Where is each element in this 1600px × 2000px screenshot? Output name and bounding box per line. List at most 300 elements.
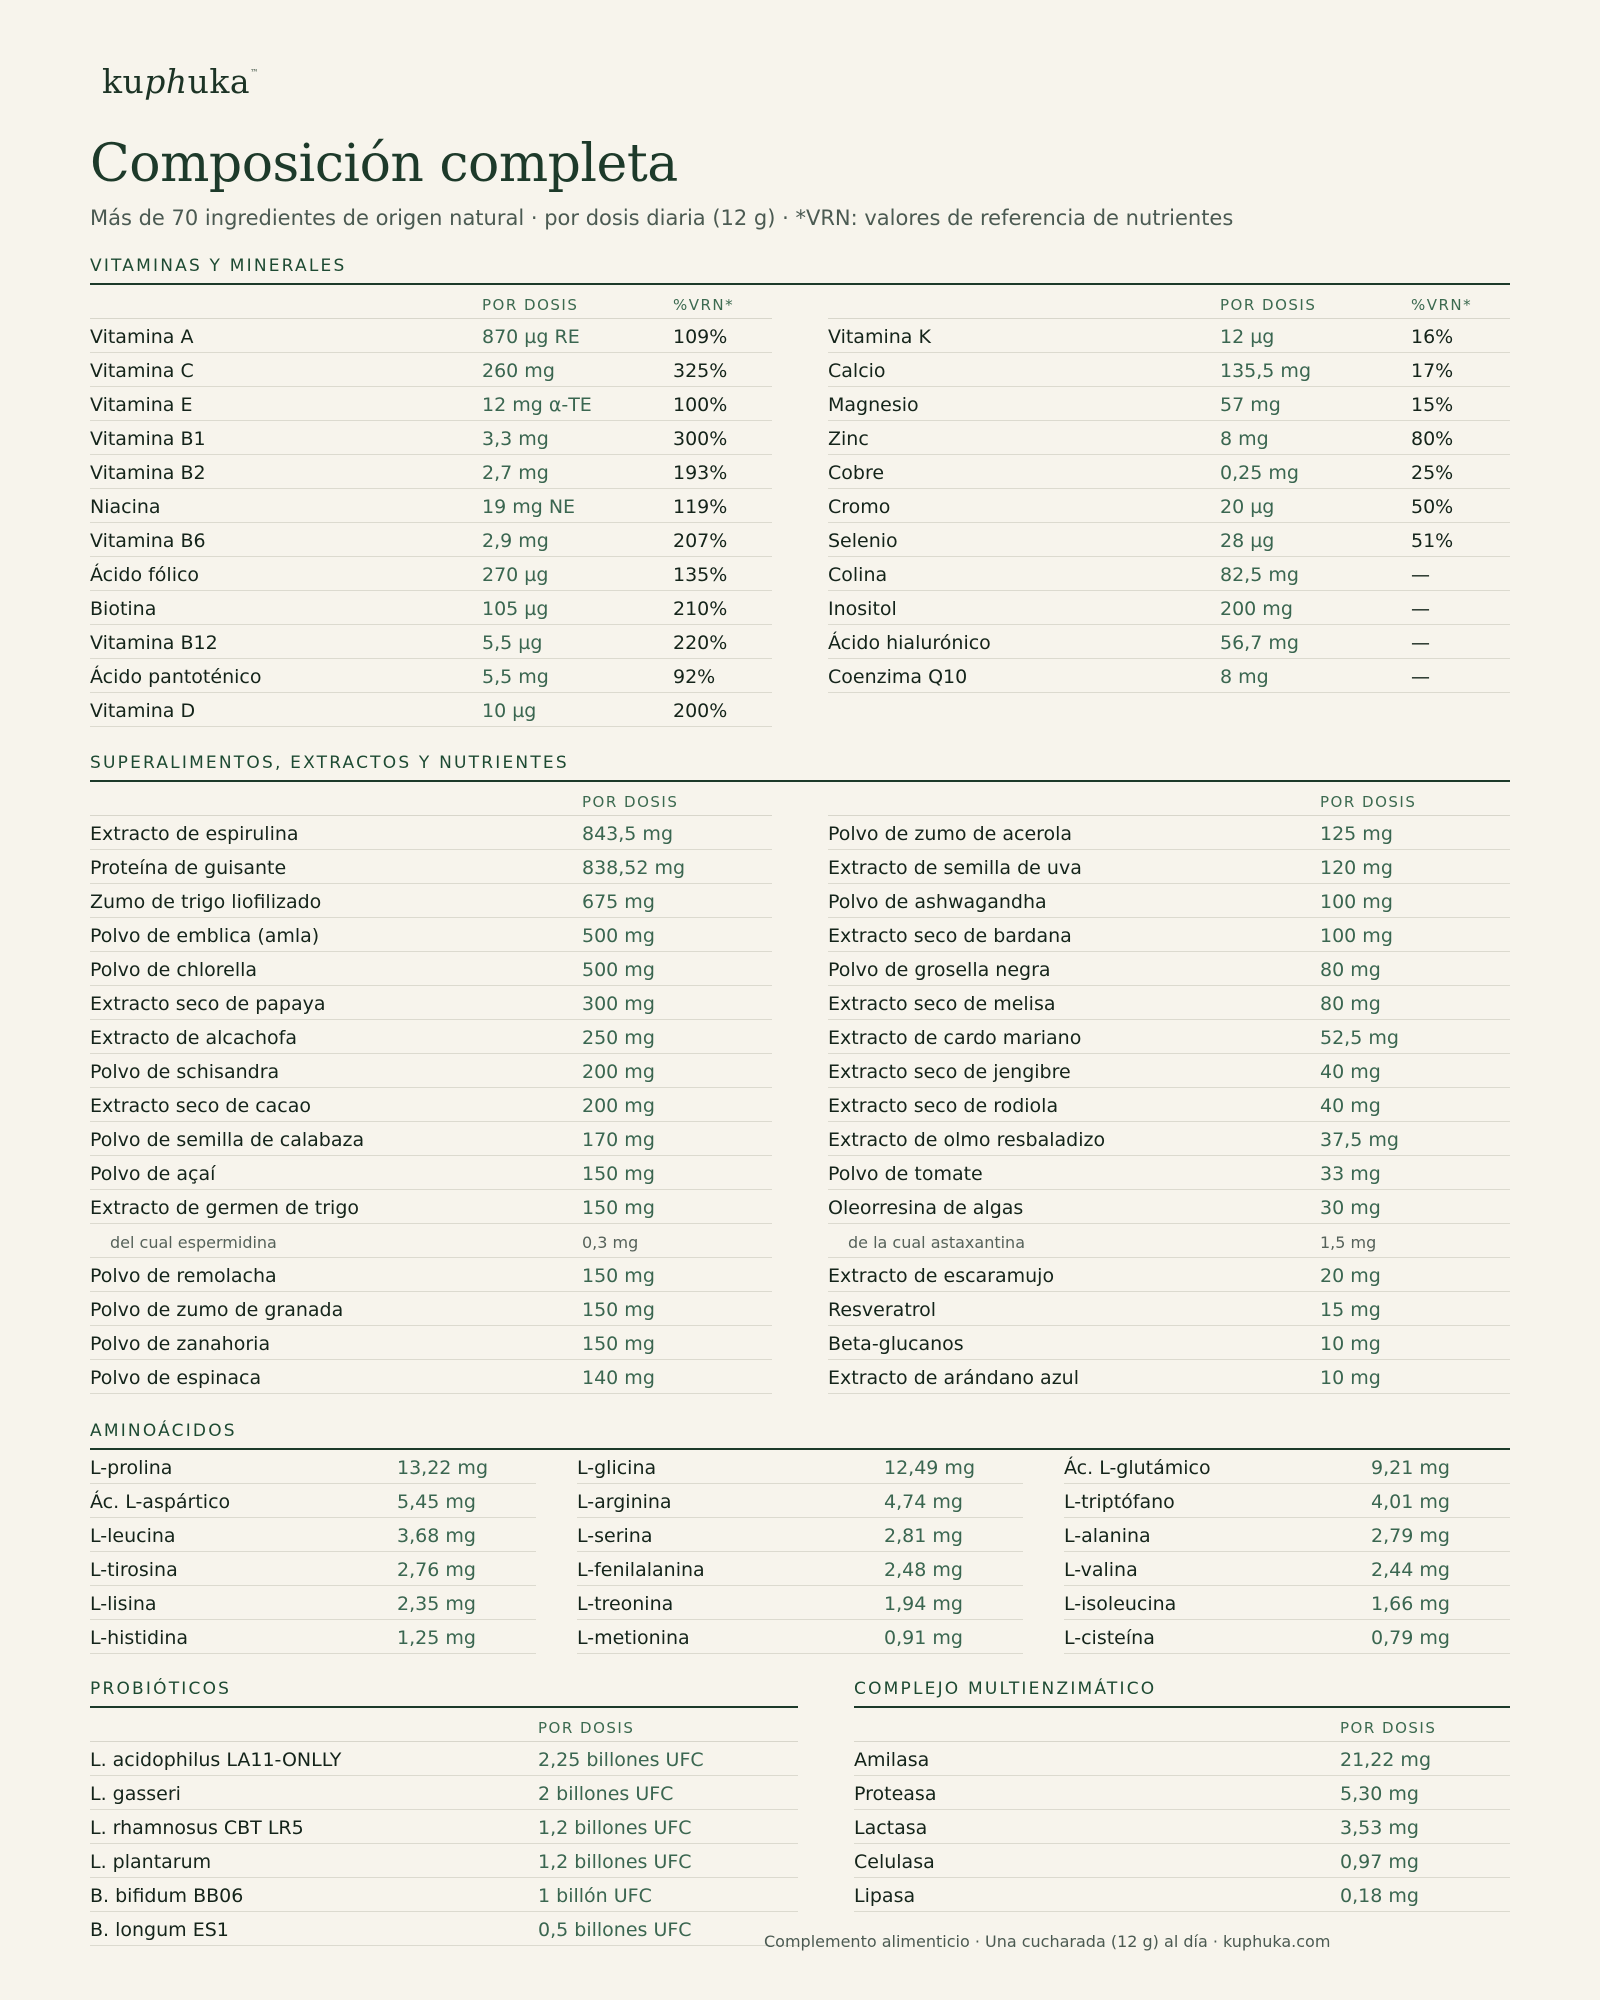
amino-column-3 (1064, 1450, 1510, 1654)
item-dose: 52,5 mg (1320, 1027, 1399, 1049)
item-name: Vitamina A (90, 326, 194, 348)
item-name: Inositol (828, 598, 897, 620)
table-row (577, 1586, 1023, 1620)
item-name: Oleorresina de algas (828, 1197, 1024, 1219)
item-name: Polvo de tomate (828, 1163, 983, 1185)
item-name: Ác. L-aspártico (90, 1491, 231, 1513)
item-name: Lactasa (854, 1817, 928, 1839)
item-dose: 125 mg (1320, 823, 1393, 845)
table-row (854, 1878, 1510, 1912)
item-dose: 12 mg α-TE (482, 394, 592, 416)
table-row (828, 557, 1510, 591)
item-dose: 20 mg (1320, 1265, 1381, 1287)
table-row (90, 1224, 772, 1258)
item-name: B. bifidum BB06 (90, 1885, 244, 1907)
item-dose: 838,52 mg (582, 857, 686, 879)
table-row (90, 1552, 536, 1586)
header-vrn: %VRN* (673, 296, 735, 314)
table-row (828, 319, 1510, 353)
table-row (90, 1450, 536, 1484)
item-dose: 10 µg (482, 700, 537, 722)
item-dose: 0,3 mg (582, 1233, 639, 1252)
item-dose: 150 mg (582, 1163, 655, 1185)
table-row (577, 1518, 1023, 1552)
item-name: Magnesio (828, 394, 919, 416)
table-row (90, 1844, 798, 1878)
table-row (90, 1742, 798, 1776)
item-dose: 21,22 mg (1340, 1749, 1432, 1771)
item-dose: 28 µg (1220, 530, 1275, 552)
header-dose: POR DOSIS (582, 793, 679, 811)
table-row (828, 884, 1510, 918)
header-vrn: %VRN* (1411, 296, 1473, 314)
header-dose: POR DOSIS (1320, 793, 1417, 811)
item-dose: 0,5 billones UFC (538, 1919, 692, 1941)
item-vrn: 200% (673, 700, 728, 722)
page-title: Composición completa (90, 134, 678, 194)
item-dose: 80 mg (1320, 993, 1381, 1015)
item-name: Proteasa (854, 1783, 937, 1805)
brand-logo: kuphuka™ (102, 62, 259, 101)
item-dose: 19 mg NE (482, 496, 576, 518)
item-dose: 1,25 mg (397, 1627, 476, 1649)
item-vrn: 25% (1411, 462, 1454, 484)
item-name: Vitamina B1 (90, 428, 206, 450)
table-row (90, 1912, 798, 1946)
item-name: Lipasa (854, 1885, 916, 1907)
item-name: Colina (828, 564, 888, 586)
item-dose: 0,25 mg (1220, 462, 1299, 484)
item-dose: 170 mg (582, 1129, 655, 1151)
table-row (90, 455, 772, 489)
item-dose: 260 mg (482, 360, 555, 382)
table-row (828, 421, 1510, 455)
table-row (90, 986, 772, 1020)
table-row (828, 1292, 1510, 1326)
item-name: Ác. L-glutámico (1064, 1457, 1211, 1479)
item-name: L. acidophilus LA11-ONLLY (90, 1749, 342, 1771)
item-dose: 2,7 mg (482, 462, 549, 484)
item-dose: 40 mg (1320, 1061, 1381, 1083)
item-dose: 40 mg (1320, 1095, 1381, 1117)
table-row (90, 1292, 772, 1326)
item-name: Extracto de alcachofa (90, 1027, 297, 1049)
table-row (828, 986, 1510, 1020)
table-row (577, 1450, 1023, 1484)
superfoods-table-left (90, 782, 772, 1394)
table-row (828, 1360, 1510, 1394)
item-vrn: 210% (673, 598, 728, 620)
section-title-amino: AMINOÁCIDOS (90, 1421, 237, 1441)
footer-note: Complemento alimenticio · Una cucharada (12 g) al día · kuphuka.com (764, 1932, 1331, 1951)
table-row (854, 1810, 1510, 1844)
item-dose: 10 mg (1320, 1367, 1381, 1389)
item-name: Ácido pantoténico (90, 666, 262, 688)
table-header (854, 1708, 1510, 1742)
item-dose: 500 mg (582, 959, 655, 981)
item-dose: 200 mg (582, 1061, 655, 1083)
table-row (828, 918, 1510, 952)
item-dose: 2,25 billones UFC (538, 1749, 704, 1771)
table-row (90, 1088, 772, 1122)
item-name: Vitamina B12 (90, 632, 218, 654)
table-row (90, 421, 772, 455)
item-name: Amilasa (854, 1749, 930, 1771)
item-dose: 3,3 mg (482, 428, 549, 450)
item-dose: 100 mg (1320, 891, 1393, 913)
item-name: Extracto de escaramujo (828, 1265, 1055, 1287)
item-vrn: 300% (673, 428, 728, 450)
table-row (828, 1258, 1510, 1292)
table-row (90, 625, 772, 659)
table-row (828, 489, 1510, 523)
item-dose: 200 mg (582, 1095, 655, 1117)
item-name: Vitamina D (90, 700, 196, 722)
item-dose: 0,97 mg (1340, 1851, 1419, 1873)
item-dose: 150 mg (582, 1265, 655, 1287)
table-row (828, 1122, 1510, 1156)
item-vrn: — (1411, 666, 1430, 688)
probiotics-table (90, 1708, 798, 1946)
item-dose: 4,01 mg (1371, 1491, 1450, 1513)
item-name: Vitamina B6 (90, 530, 206, 552)
item-name: Vitamina K (828, 326, 931, 348)
item-dose: 100 mg (1320, 925, 1393, 947)
superfoods-table-right (828, 782, 1510, 1394)
table-row (90, 1258, 772, 1292)
item-vrn: 325% (673, 360, 728, 382)
item-name: L-treonina (577, 1593, 674, 1615)
table-row (828, 1054, 1510, 1088)
item-dose: 870 µg RE (482, 326, 580, 348)
item-dose: 10 mg (1320, 1333, 1381, 1355)
table-row (828, 659, 1510, 693)
table-row (1064, 1552, 1510, 1586)
item-vrn: 207% (673, 530, 728, 552)
item-vrn: 15% (1411, 394, 1454, 416)
item-vrn: 50% (1411, 496, 1454, 518)
vitamins-table-right (828, 285, 1510, 693)
table-row (90, 1620, 536, 1654)
table-row (1064, 1620, 1510, 1654)
table-row (90, 693, 772, 727)
table-row (90, 1190, 772, 1224)
item-dose: 1,2 billones UFC (538, 1851, 692, 1873)
item-vrn: — (1411, 564, 1430, 586)
item-dose: 2,79 mg (1371, 1525, 1450, 1547)
item-dose: 37,5 mg (1320, 1129, 1399, 1151)
item-name: Cobre (828, 462, 885, 484)
table-row (854, 1742, 1510, 1776)
item-dose: 20 µg (1220, 496, 1275, 518)
table-row (854, 1776, 1510, 1810)
table-row (90, 884, 772, 918)
item-vrn: 119% (673, 496, 728, 518)
page-subtitle: Más de 70 ingredientes de origen natural · por dosis diaria (12 g) · *VRN: valores de referencia de nutrientes (90, 206, 1234, 230)
item-name: L-alanina (1064, 1525, 1151, 1547)
item-vrn: 109% (673, 326, 728, 348)
item-name: Ácido hialurónico (828, 632, 991, 654)
item-dose: 56,7 mg (1220, 632, 1299, 654)
item-name: L-serina (577, 1525, 653, 1547)
table-row (90, 1878, 798, 1912)
item-dose: 2,44 mg (1371, 1559, 1450, 1581)
item-name: Extracto de cardo mariano (828, 1027, 1082, 1049)
item-dose: 5,30 mg (1340, 1783, 1419, 1805)
header-dose: POR DOSIS (1220, 296, 1317, 314)
item-name: L-valina (1064, 1559, 1138, 1581)
table-row (828, 625, 1510, 659)
item-dose: 675 mg (582, 891, 655, 913)
table-row (90, 489, 772, 523)
table-row (90, 952, 772, 986)
item-name: L. rhamnosus CBT LR5 (90, 1817, 304, 1839)
page (90, 0, 1510, 2000)
table-row (90, 1484, 536, 1518)
item-name: Extracto seco de papaya (90, 993, 326, 1015)
table-row (90, 1054, 772, 1088)
item-name: Polvo de zumo de granada (90, 1299, 344, 1321)
table-row (90, 1776, 798, 1810)
item-dose: 300 mg (582, 993, 655, 1015)
table-row (828, 591, 1510, 625)
table-row (90, 850, 772, 884)
item-dose: 150 mg (582, 1197, 655, 1219)
item-name: Vitamina B2 (90, 462, 206, 484)
table-row (90, 816, 772, 850)
item-dose: 1,94 mg (884, 1593, 963, 1615)
table-row (828, 1190, 1510, 1224)
item-name: L-arginina (577, 1491, 672, 1513)
item-dose: 250 mg (582, 1027, 655, 1049)
item-name: Ácido fólico (90, 564, 200, 586)
item-name: Polvo de chlorella (90, 959, 258, 981)
item-name: Celulasa (854, 1851, 935, 1873)
item-vrn: 135% (673, 564, 728, 586)
table-row (1064, 1518, 1510, 1552)
section-title-superfoods: SUPERALIMENTOS, EXTRACTOS Y NUTRIENTES (90, 753, 569, 773)
table-row (828, 850, 1510, 884)
item-dose: 1 billón UFC (538, 1885, 652, 1907)
table-row (90, 1586, 536, 1620)
item-dose: 5,45 mg (397, 1491, 476, 1513)
item-dose: 2,35 mg (397, 1593, 476, 1615)
item-name: Extracto seco de bardana (828, 925, 1072, 947)
item-name: Extracto de germen de trigo (90, 1197, 360, 1219)
item-name: Extracto seco de cacao (90, 1095, 312, 1117)
item-name: Zumo de trigo liofilizado (90, 891, 322, 913)
item-dose: 5,5 µg (482, 632, 543, 654)
table-row (90, 523, 772, 557)
item-dose: 8 mg (1220, 428, 1269, 450)
table-row (90, 1360, 772, 1394)
amino-column-2 (577, 1450, 1023, 1654)
item-vrn: 80% (1411, 428, 1454, 450)
item-name: L-fenilalanina (577, 1559, 705, 1581)
table-row (90, 353, 772, 387)
table-row (854, 1844, 1510, 1878)
item-name: L-lisina (90, 1593, 157, 1615)
table-header (828, 285, 1510, 319)
item-dose: 150 mg (582, 1299, 655, 1321)
header-dose: POR DOSIS (482, 296, 579, 314)
table-row (577, 1620, 1023, 1654)
item-vrn: 193% (673, 462, 728, 484)
item-dose: 140 mg (582, 1367, 655, 1389)
table-row (90, 557, 772, 591)
item-dose: 120 mg (1320, 857, 1393, 879)
item-dose: 8 mg (1220, 666, 1269, 688)
table-row (828, 353, 1510, 387)
item-dose: 270 µg (482, 564, 549, 586)
table-row (828, 1224, 1510, 1258)
item-name: L-histidina (90, 1627, 189, 1649)
table-row (828, 816, 1510, 850)
item-vrn: — (1411, 632, 1430, 654)
item-vrn: 100% (673, 394, 728, 416)
item-dose: 33 mg (1320, 1163, 1381, 1185)
enzymes-table (854, 1708, 1510, 1912)
item-dose: 200 mg (1220, 598, 1293, 620)
item-name: Polvo de espinaca (90, 1367, 262, 1389)
item-name: Polvo de remolacha (90, 1265, 277, 1287)
item-dose: 2,9 mg (482, 530, 549, 552)
item-dose: 82,5 mg (1220, 564, 1299, 586)
table-row (828, 523, 1510, 557)
item-dose: 843,5 mg (582, 823, 674, 845)
item-name: Extracto seco de melisa (828, 993, 1056, 1015)
item-dose: 5,5 mg (482, 666, 549, 688)
item-dose: 9,21 mg (1371, 1457, 1450, 1479)
table-row (828, 387, 1510, 421)
item-dose: 2 billones UFC (538, 1783, 674, 1805)
section-title-vitamins: VITAMINAS Y MINERALES (90, 256, 347, 276)
item-name: Selenio (828, 530, 898, 552)
table-row (828, 455, 1510, 489)
item-name: L. plantarum (90, 1851, 212, 1873)
item-dose: 57 mg (1220, 394, 1281, 416)
item-dose: 2,48 mg (884, 1559, 963, 1581)
item-name: Polvo de emblica (amla) (90, 925, 320, 947)
item-name: Niacina (90, 496, 161, 518)
table-row (90, 918, 772, 952)
section-title-enzymes: COMPLEJO MULTIENZIMÁTICO (854, 1679, 1157, 1699)
table-header (90, 1708, 798, 1742)
item-dose: 3,68 mg (397, 1525, 476, 1547)
item-vrn: 220% (673, 632, 728, 654)
item-name: Zinc (828, 428, 869, 450)
item-name: del cual espermidina (110, 1233, 277, 1252)
item-name: Polvo de ashwagandha (828, 891, 1047, 913)
item-dose: 1,2 billones UFC (538, 1817, 692, 1839)
item-dose: 1,5 mg (1320, 1233, 1377, 1252)
item-dose: 150 mg (582, 1333, 655, 1355)
item-name: Polvo de semilla de calabaza (90, 1129, 365, 1151)
item-dose: 105 µg (482, 598, 549, 620)
item-vrn: 16% (1411, 326, 1454, 348)
item-dose: 12,49 mg (884, 1457, 976, 1479)
item-name: Extracto seco de rodiola (828, 1095, 1059, 1117)
item-name: L-tirosina (90, 1559, 178, 1581)
item-vrn: 51% (1411, 530, 1454, 552)
item-dose: 0,91 mg (884, 1627, 963, 1649)
table-row (90, 659, 772, 693)
item-dose: 2,76 mg (397, 1559, 476, 1581)
item-dose: 135,5 mg (1220, 360, 1312, 382)
item-name: Polvo de grosella negra (828, 959, 1051, 981)
table-row (90, 1020, 772, 1054)
table-row (90, 387, 772, 421)
table-header (828, 782, 1510, 816)
item-dose: 0,18 mg (1340, 1885, 1419, 1907)
item-name: L-metionina (577, 1627, 690, 1649)
table-row (90, 1326, 772, 1360)
item-vrn: 92% (673, 666, 716, 688)
item-name: Coenzima Q10 (828, 666, 968, 688)
item-dose: 2,81 mg (884, 1525, 963, 1547)
item-name: Biotina (90, 598, 157, 620)
item-dose: 12 µg (1220, 326, 1275, 348)
item-name: Polvo de zanahoria (90, 1333, 271, 1355)
vitamins-table-left (90, 285, 772, 727)
item-name: B. longum ES1 (90, 1919, 229, 1941)
item-vrn: — (1411, 598, 1430, 620)
table-row (90, 1156, 772, 1190)
item-name: Polvo de açaí (90, 1163, 216, 1185)
table-row (828, 1326, 1510, 1360)
table-row (577, 1484, 1023, 1518)
item-name: Calcio (828, 360, 886, 382)
item-name: Cromo (828, 496, 891, 518)
table-row (1064, 1586, 1510, 1620)
table-row (1064, 1450, 1510, 1484)
table-row (90, 1518, 536, 1552)
item-name: L-leucina (90, 1525, 176, 1547)
item-dose: 30 mg (1320, 1197, 1381, 1219)
item-name: L-triptófano (1064, 1491, 1175, 1513)
item-dose: 0,79 mg (1371, 1627, 1450, 1649)
table-row (1064, 1484, 1510, 1518)
table-row (577, 1552, 1023, 1586)
amino-column-1 (90, 1450, 536, 1654)
table-row (828, 1156, 1510, 1190)
item-name: Polvo de schisandra (90, 1061, 280, 1083)
item-name: L-cisteína (1064, 1627, 1155, 1649)
item-name: Vitamina C (90, 360, 194, 382)
item-name: Beta-glucanos (828, 1333, 964, 1355)
item-dose: 80 mg (1320, 959, 1381, 981)
item-name: Extracto de olmo resbaladizo (828, 1129, 1106, 1151)
table-row (828, 1020, 1510, 1054)
item-name: L-glicina (577, 1457, 657, 1479)
item-name: Extracto de espirulina (90, 823, 299, 845)
item-dose: 4,74 mg (884, 1491, 963, 1513)
item-dose: 15 mg (1320, 1299, 1381, 1321)
table-row (828, 952, 1510, 986)
item-name: de la cual astaxantina (848, 1233, 1025, 1252)
table-row (90, 591, 772, 625)
table-row (828, 1088, 1510, 1122)
header-dose: POR DOSIS (538, 1719, 635, 1737)
header-dose: POR DOSIS (1340, 1719, 1437, 1737)
item-dose: 1,66 mg (1371, 1593, 1450, 1615)
item-vrn: 17% (1411, 360, 1454, 382)
table-row (90, 319, 772, 353)
item-name: Extracto seco de jengibre (828, 1061, 1071, 1083)
table-header (90, 285, 772, 319)
item-name: Resveratrol (828, 1299, 937, 1321)
item-name: Extracto de semilla de uva (828, 857, 1082, 879)
